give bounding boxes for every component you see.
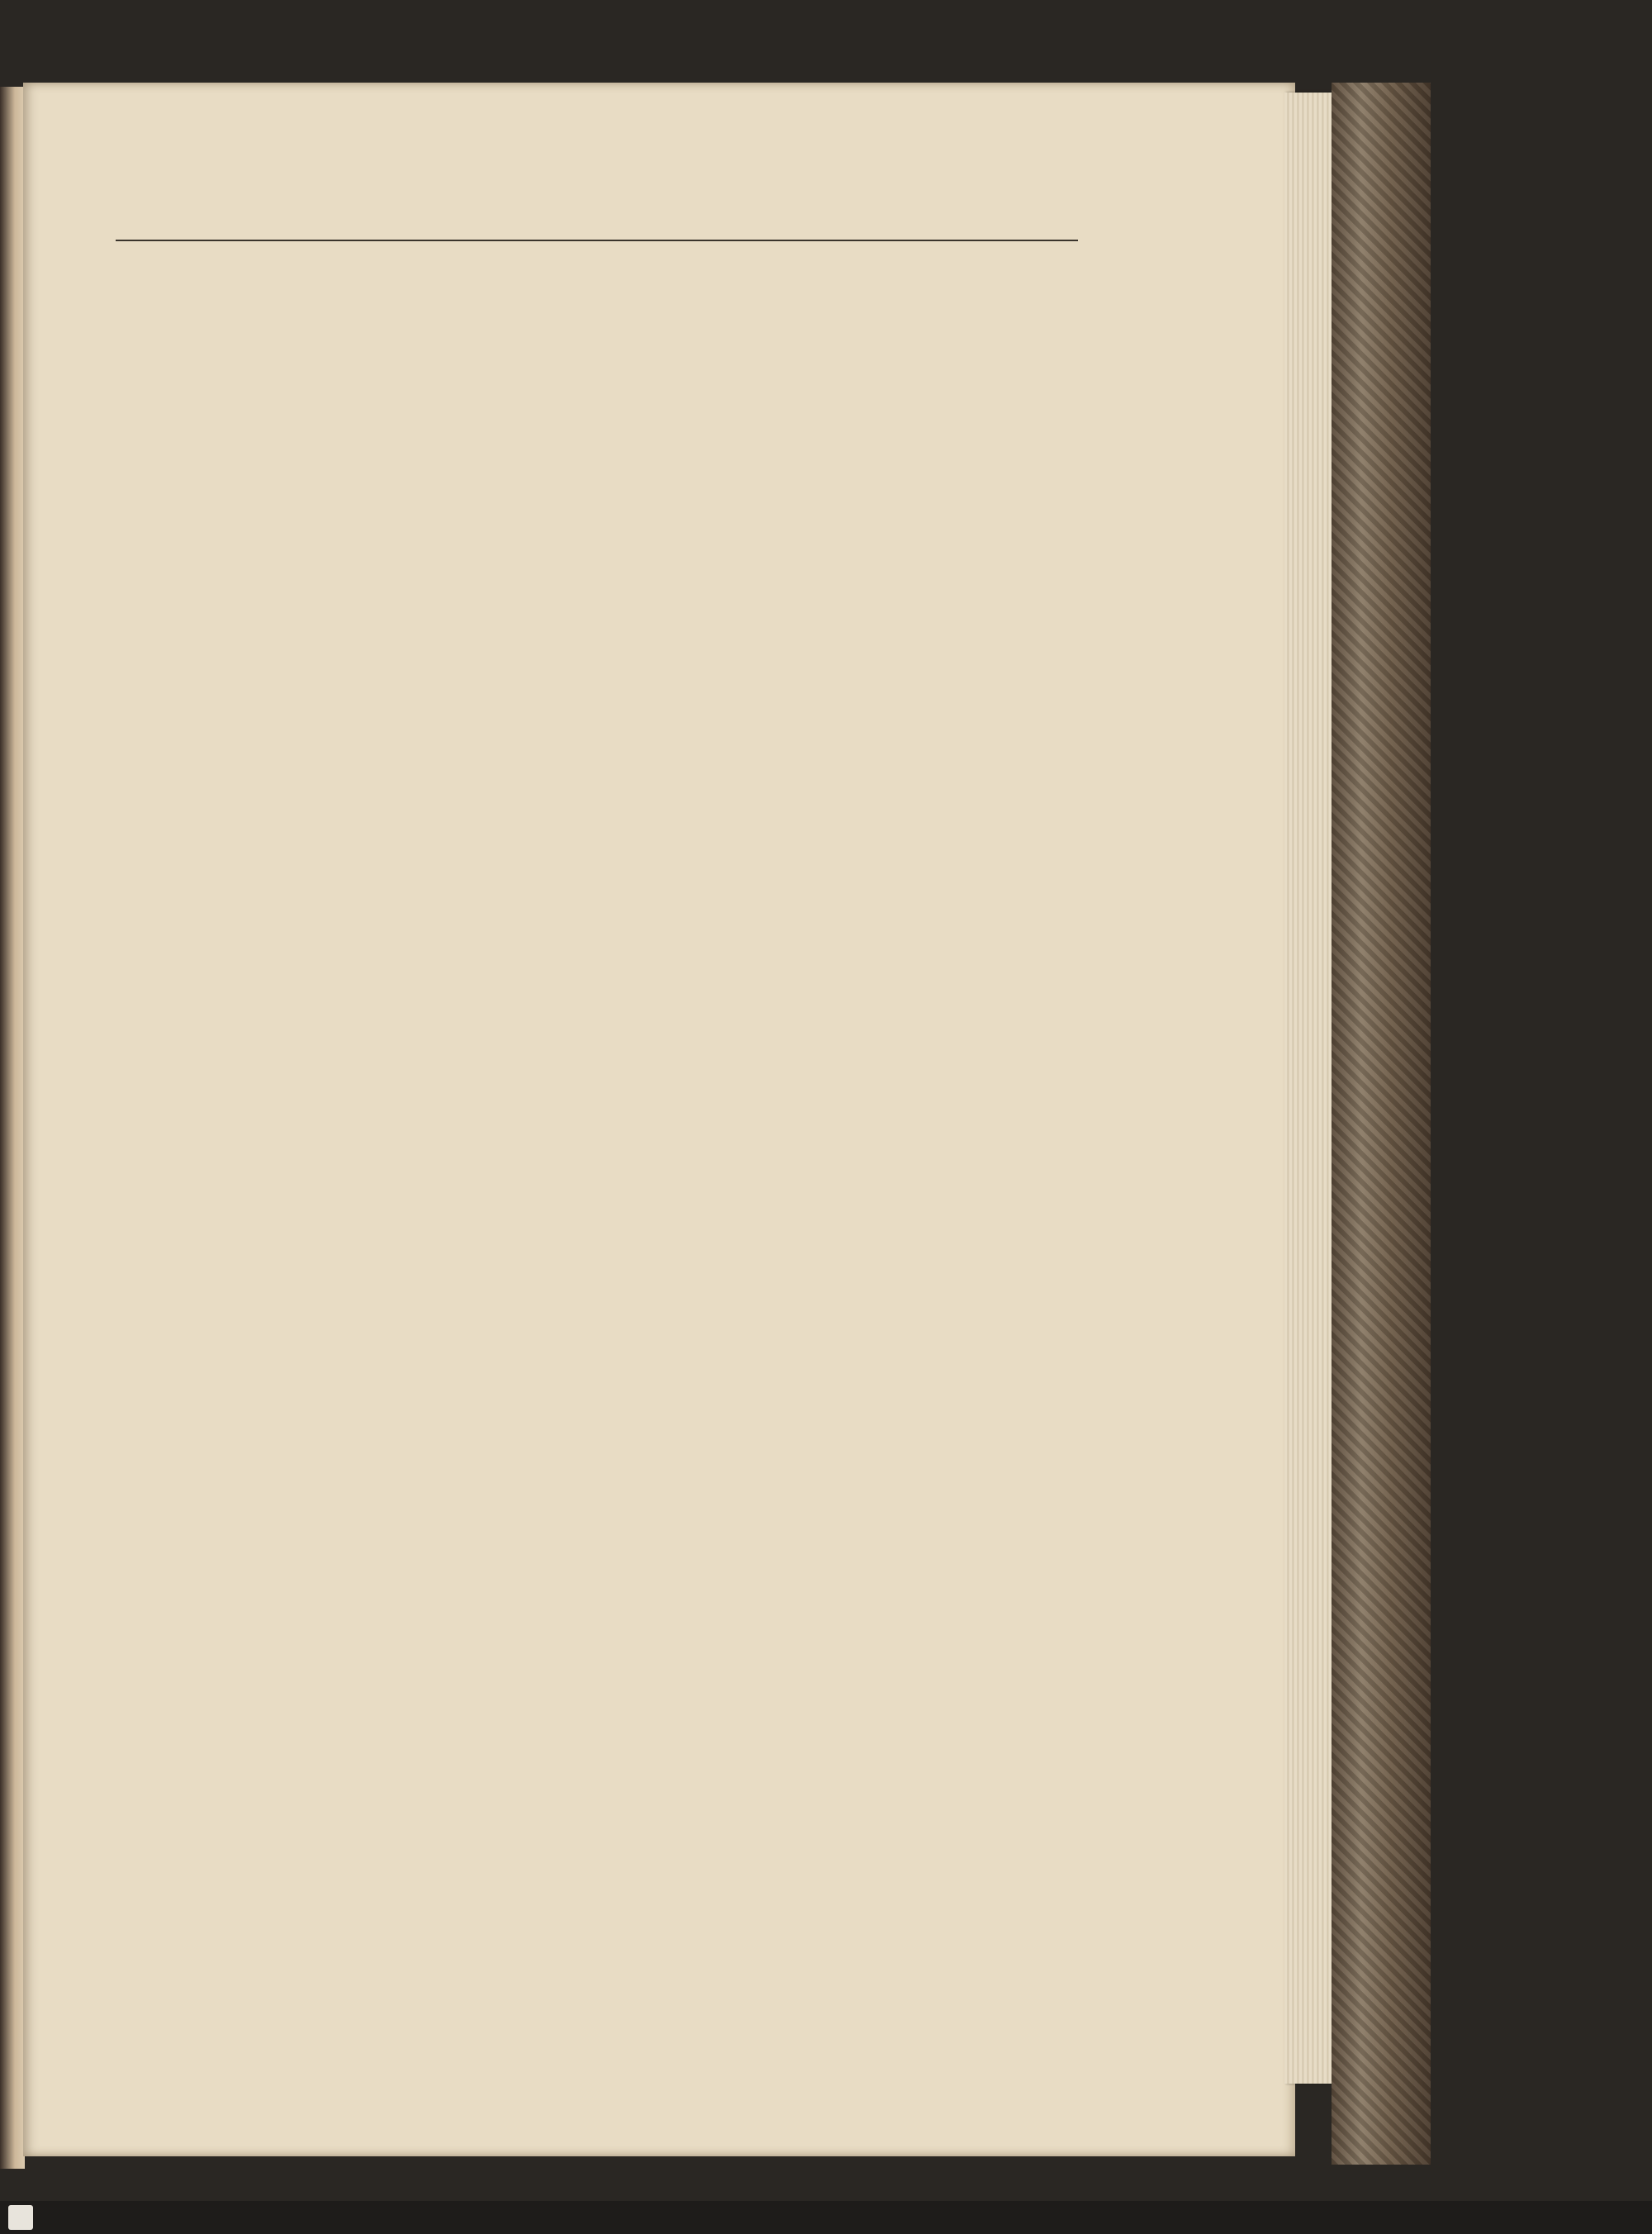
page-leaf (23, 83, 1295, 2156)
book-cover (1332, 83, 1431, 2165)
page-edges (1284, 93, 1336, 2084)
running-header (116, 186, 1078, 235)
header-rule (116, 240, 1078, 241)
institution-logo-icon (8, 2205, 33, 2230)
viewer-footer (0, 2201, 1652, 2234)
left-page-edge (0, 87, 25, 2169)
